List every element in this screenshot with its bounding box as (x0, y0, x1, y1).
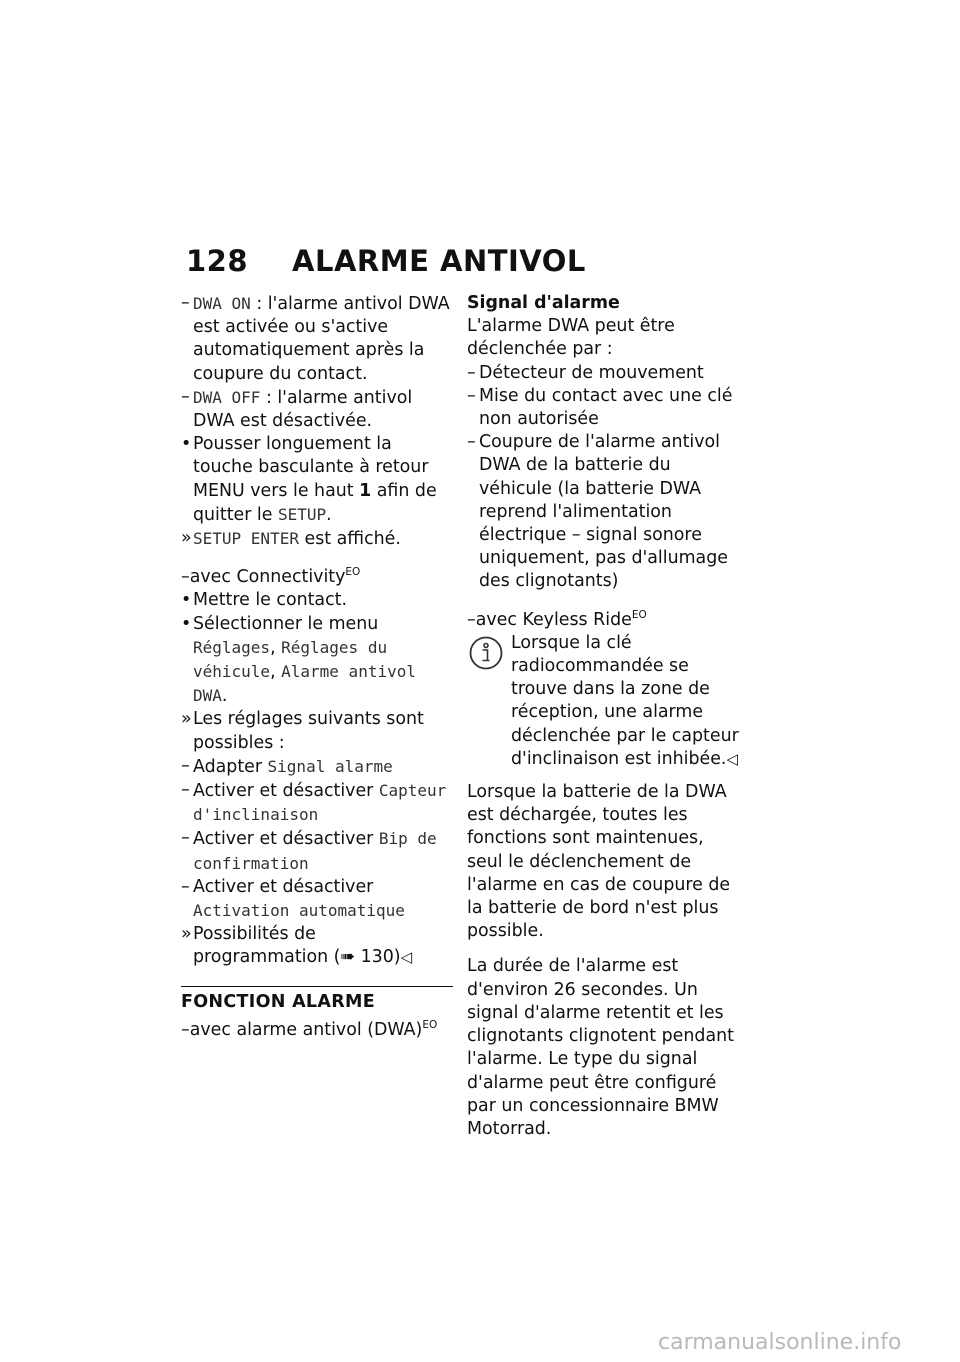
reference-number: 1 (359, 480, 372, 501)
result-text: Possibilités de programmation ( (193, 924, 341, 968)
page-reference-link[interactable]: 130 (360, 947, 394, 968)
end-triangle-icon: ◁ (726, 749, 738, 768)
page-header (186, 244, 586, 278)
dash-marker: – (181, 876, 190, 897)
list-item-signal (181, 755, 453, 779)
list-item-trigger (467, 362, 739, 385)
watermark: carmanualsonline.info (658, 1330, 902, 1355)
list-item-dwa-on (181, 292, 453, 386)
list-item-trigger (467, 431, 739, 593)
result-marker: » (181, 528, 192, 549)
result-text: Les réglages suivants sont possibles : (193, 709, 424, 753)
option-text: avec Keyless Ride (475, 609, 632, 630)
bullet-marker: • (181, 613, 192, 634)
result-programming (181, 923, 453, 969)
arrow-right-icon: ➠ (340, 947, 361, 968)
option-sup: EO (345, 566, 361, 579)
separator: , (270, 637, 282, 658)
right-column (467, 292, 739, 1141)
section-title: FONCTION ALARME (181, 991, 375, 1012)
option-text: Activer et désactiver (193, 829, 379, 850)
left-column (181, 292, 453, 1042)
result-text: est affiché. (298, 529, 401, 550)
list-item-trigger (467, 385, 739, 431)
section-option: –avec alarme antivol (DWA)$^{EO}$ (181, 1018, 438, 1040)
dash-marker: – (181, 828, 190, 849)
info-note (467, 632, 739, 771)
paragraph-battery: Lorsque la batterie de la DWA est déchargée, toutes les fonctions sont maintenues, seul le déclenchement de l'alarme en cas de coupure de la batterie de bord n'est plus possible. (467, 782, 731, 942)
option-sup: EO (422, 1018, 438, 1031)
result-settings (181, 708, 453, 754)
result-text: ) (393, 947, 401, 968)
code-menu: Alarme antivol DWA (193, 662, 416, 706)
code-dwa-off: DWA OFF (193, 387, 261, 407)
option-sup: EO (631, 608, 647, 621)
dash-marker: – (181, 780, 190, 801)
option-text: avec alarme antivol (DWA) (189, 1019, 423, 1040)
result-marker: » (181, 709, 192, 730)
step-contact (181, 589, 453, 612)
code-menu: Réglages (193, 637, 271, 657)
list-item-bip (181, 827, 453, 875)
paragraph-duration: La durée de l'alarme est d'environ 26 secondes. Un signal d'alarme retentit et les clignotants clignotent pendant l'alarme. Le type du signal d'alarme peut être configuré par un concessionnaire BMW Motorrad. (467, 956, 734, 1139)
code-option: Bip de confirmation (193, 829, 437, 873)
separator: , (270, 662, 282, 683)
dwa-on-text: : l'alarme antivol DWA est activée ou s'active automatiquement après la coupure du contact. (193, 294, 450, 384)
step-text: Sélectionner le menu (193, 613, 379, 634)
option-keyless: –avec Keyless Ride$^{EO}$ (467, 608, 647, 630)
page-title: ALARME ANTIVOL (292, 244, 586, 278)
trigger-text: Coupure de l'alarme antivol DWA de la batterie du véhicule (la batterie DWA reprend l'alimentation électrique – signal sonore uniquement, pas d'allumage des clignotants) (479, 432, 728, 592)
trigger-text: Mise du contact avec une clé non autorisée (479, 385, 733, 430)
step-text: . (326, 504, 332, 525)
option-text: Activer et désactiver (193, 781, 379, 802)
step-text: . (221, 686, 228, 707)
code-menu: Réglages du véhicule (193, 637, 388, 682)
trigger-text: Détecteur de mouvement (479, 362, 704, 383)
option-text: Adapter (193, 756, 268, 777)
code-setup-enter: SETUP ENTER (193, 529, 299, 549)
bullet-marker: • (181, 590, 192, 611)
bullet-marker: • (181, 434, 192, 455)
page-number: 128 (186, 244, 249, 278)
option-connectivity: –avec Connectivity$^{EO}$ (181, 566, 361, 588)
code-dwa-on: DWA ON (193, 294, 251, 313)
result-setup (181, 527, 453, 551)
dash-marker: – (181, 755, 190, 776)
step-text: Pousser longuement la touche basculante à retour MENU vers le haut (193, 434, 429, 501)
dash-marker: – (467, 432, 476, 453)
step-menu (181, 613, 453, 709)
step-text: afin de quitter le (193, 480, 437, 525)
option-text: avec Connectivity (189, 567, 346, 588)
end-triangle-icon: ◁ (400, 948, 413, 967)
dash-marker: – (181, 293, 190, 313)
subsection-title: Signal d'alarme (467, 293, 620, 313)
option-text: Activer et désactiver (193, 876, 374, 897)
info-icon (469, 636, 503, 670)
code-setup: SETUP (277, 504, 327, 524)
dash-marker: – (181, 386, 190, 407)
code-option: Capteur d'inclinaison (193, 781, 447, 825)
list-item-auto (181, 876, 453, 923)
dwa-off-text: : l'alarme antivol DWA est désactivée. (193, 387, 413, 432)
intro-text: L'alarme DWA peut être déclenchée par : (467, 316, 675, 360)
dash-marker: – (467, 385, 476, 406)
code-option: Activation automatique (193, 901, 405, 921)
section-divider (181, 986, 453, 1042)
step-text: Mettre le contact. (193, 590, 348, 611)
step-push-menu (181, 433, 453, 527)
note-text: Lorsque la clé radiocommandée se trouve dans la zone de réception, une alarme déclenchée par le capteur d'inclinaison est inhibée. (511, 632, 739, 769)
result-marker: » (181, 924, 192, 945)
code-option: Signal alarme (267, 756, 393, 776)
dash-marker: – (467, 362, 476, 383)
list-item-dwa-off (181, 386, 453, 433)
list-item-tilt (181, 779, 453, 827)
